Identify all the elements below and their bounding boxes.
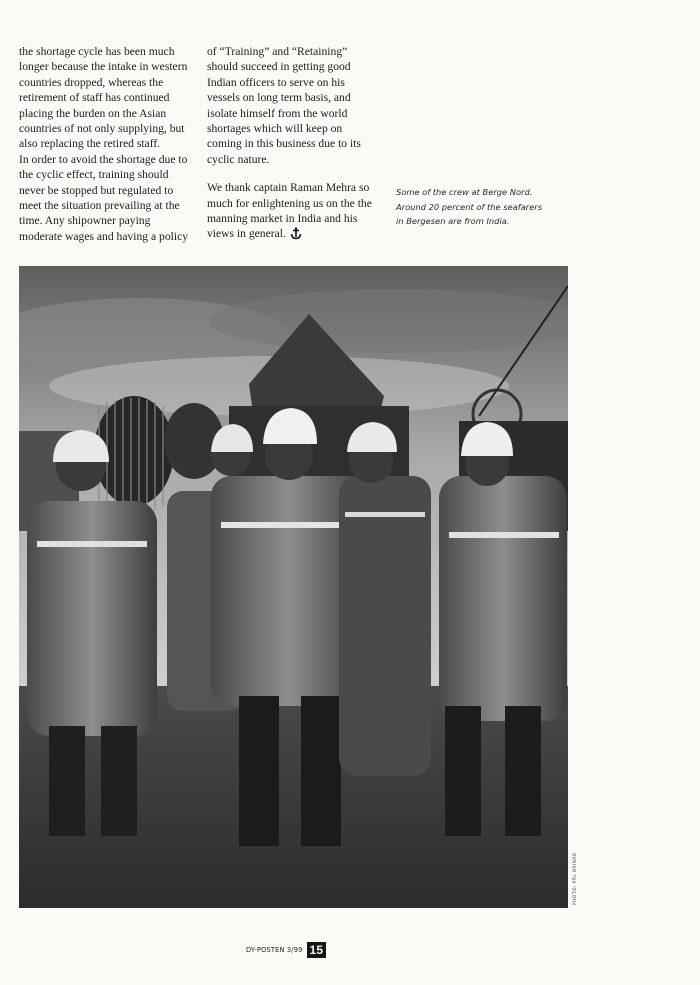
anchor-end-mark-icon bbox=[290, 227, 302, 244]
article-paragraph: of “Training” and “Retaining” should succeed in getting good Indian officers to serve on his vessels on long term basis, and isolate himself from the world shortages which will keep on coming in this business due to its cyclic nature. bbox=[207, 45, 361, 166]
article-paragraph: the shortage cycle has been much longer because the intake in western countries dropped, whereas the retirement of staff has continued placing the burden on the Asian countries of not only supplying, but also replacing the retired staff. bbox=[19, 45, 188, 151]
photo-caption bbox=[396, 185, 571, 229]
page-number: 15 bbox=[307, 942, 327, 958]
crew-on-deck-photo bbox=[19, 266, 568, 908]
article-closing-paragraph bbox=[207, 180, 379, 245]
article-column-2 bbox=[207, 44, 379, 252]
article-paragraph: In order to avoid the shortage due to the cyclic effect, training should never be stopped but regulated to meet the situation prevailing at the time. Any shipowner paying moderate wages and having a policy bbox=[19, 152, 189, 243]
photo-credit: PHOTO: PÅL BRINAR bbox=[573, 852, 578, 905]
publication-name: DY-POSTEN 3/99 bbox=[246, 946, 303, 954]
caption-line: in Bergesen are from India. bbox=[396, 216, 510, 227]
page-footer bbox=[246, 942, 326, 958]
article-column-1 bbox=[19, 44, 191, 251]
caption-line: Some of the crew at Berge Nord. bbox=[396, 187, 533, 197]
caption-line: Around 20 percent of the seafarers bbox=[396, 201, 543, 212]
article-paragraph-text: We thank captain Raman Mehra so much for enlightening us on the the manning market in India and his views in general. bbox=[207, 181, 372, 241]
